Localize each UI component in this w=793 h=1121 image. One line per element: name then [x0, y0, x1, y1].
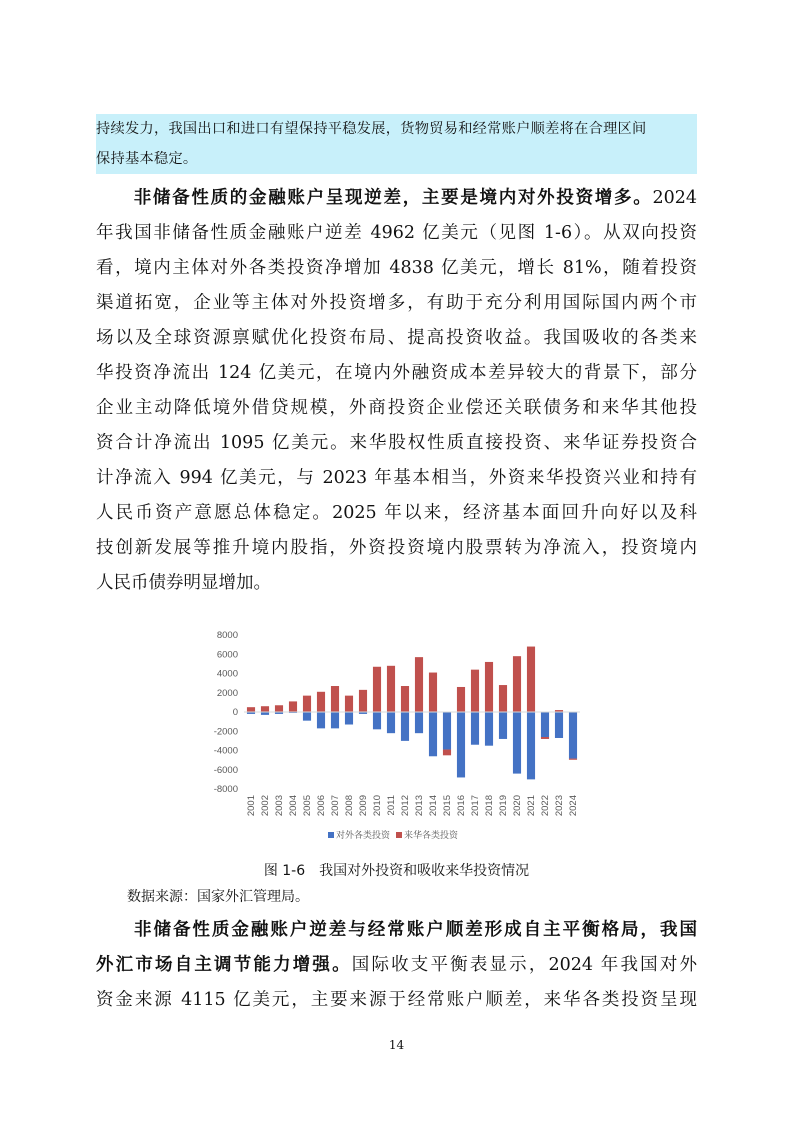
bar-outward-2024: [569, 712, 577, 759]
bar-inward-2013: [415, 657, 423, 712]
bar-inward-2024: [569, 759, 577, 760]
x-tick-label: 2003: [274, 795, 285, 817]
paragraph-2-heading-1: 非储备性质金融账户逆差与经常账户顺差形成自主平衡格局，我国: [132, 920, 697, 940]
bar-inward-2016: [457, 687, 465, 712]
bar-outward-2011: [387, 712, 395, 733]
bar-outward-2006: [317, 712, 325, 728]
legend-label: 来华各类投资: [404, 831, 459, 841]
bar-inward-2019: [499, 685, 507, 712]
paragraph-1-line-3: 看，境内主体对外各类投资净增加 4838 亿美元，增长 81%，随着投资: [96, 258, 697, 278]
paragraph-1-line-12: 人民币债券明显增加。: [96, 573, 271, 593]
bar-inward-2017: [471, 670, 479, 712]
bar-outward-2007: [331, 712, 339, 728]
highlight-line-2: 保持基本稳定。: [96, 151, 198, 167]
y-tick-label: 8000: [216, 630, 238, 641]
bar-inward-2007: [331, 686, 339, 712]
bar-inward-2014: [429, 673, 437, 712]
bar-outward-2021: [527, 712, 535, 779]
bar-inward-2015: [443, 750, 451, 756]
x-tick-label: 2010: [372, 795, 383, 817]
x-tick-label: 2007: [330, 795, 341, 817]
paragraph-2-heading-2: 外汇市场自主调节能力增强。: [96, 955, 352, 975]
bar-outward-2014: [429, 712, 437, 756]
bar-inward-2008: [345, 696, 353, 712]
bar-inward-2018: [485, 662, 493, 712]
bar-inward-2010: [373, 667, 381, 712]
bar-inward-2011: [387, 666, 395, 712]
bar-inward-2005: [303, 696, 311, 712]
bar-inward-2012: [401, 686, 409, 712]
bar-outward-2019: [499, 712, 507, 739]
bar-outward-2018: [485, 712, 493, 746]
paragraph-2-line-1: [96, 913, 697, 948]
paragraph-2-text: 国际收支平衡表显示，2024 年我国对外: [351, 955, 697, 975]
bar-outward-2010: [373, 712, 381, 729]
bar-outward-2012: [401, 712, 409, 741]
y-tick-label: 0: [232, 707, 238, 718]
paragraph-1-line-8: 资合计净流出 1095 亿美元。来华股权性质直接投资、来华证券投资合: [96, 433, 697, 453]
paragraph-1-line-5: 场以及全球资源禀赋优化投资布局、提高投资收益。我国吸收的各类来: [96, 328, 697, 348]
legend-swatch: [328, 832, 334, 838]
paragraph-1-line-2: 年我国非储备性质金融账户逆差 4962 亿美元（见图 1-6）。从双向投资: [96, 223, 697, 243]
paragraph-2-line-3: 资金来源 4115 亿美元，主要来源于经常账户顺差，来华各类投资呈现: [96, 990, 697, 1010]
bar-outward-2015: [443, 712, 451, 750]
paragraph-1-line-1: [96, 181, 697, 216]
bar-outward-2008: [345, 712, 353, 725]
bar-outward-2023: [555, 712, 563, 738]
x-tick-label: 2016: [456, 795, 467, 817]
x-tick-label: 2006: [316, 795, 327, 817]
legend-swatch: [396, 832, 402, 838]
x-tick-label: 2009: [358, 795, 369, 817]
x-tick-label: 2004: [288, 795, 299, 817]
bar-inward-2004: [289, 701, 297, 712]
bar-outward-2017: [471, 712, 479, 745]
paragraph-1-line-7: 企业主动降低境外借贷规模，外商投资企业偿还关联债务和来华其他投: [96, 398, 697, 418]
legend-label: 对外各类投资: [336, 831, 391, 841]
y-tick-label: -4000: [213, 745, 238, 757]
paragraph-2-line-2: [96, 948, 697, 983]
bar-outward-2013: [415, 712, 423, 733]
figure-source: 数据来源：国家外汇管理局。: [127, 889, 309, 905]
bar-outward-2005: [303, 712, 311, 721]
x-tick-label: 2015: [442, 795, 453, 817]
x-tick-label: 2013: [414, 795, 425, 817]
investment-bar-chart: [196, 624, 596, 854]
y-tick-label: 6000: [216, 649, 238, 661]
chart-svg: [196, 624, 596, 854]
x-tick-label: 2022: [540, 795, 551, 817]
y-tick-label: -8000: [213, 784, 238, 795]
bar-inward-2001: [247, 707, 255, 712]
x-tick-label: 2020: [512, 795, 523, 817]
y-tick-label: 2000: [216, 687, 238, 699]
x-tick-label: 2014: [428, 795, 439, 817]
x-tick-label: 2002: [260, 795, 271, 817]
x-tick-label: 2011: [386, 795, 397, 816]
bar-outward-2016: [457, 712, 465, 777]
paragraph-1-line-10: 人民币资产意愿总体稳定。2025 年以来，经济基本面回升向好以及科: [96, 503, 697, 523]
x-tick-label: 2024: [568, 795, 579, 817]
bar-outward-2020: [513, 712, 521, 774]
paragraph-1-heading: 非储备性质的金融账户呈现逆差，主要是境内对外投资增多。: [132, 188, 653, 208]
x-tick-label: 2023: [554, 795, 565, 817]
bar-inward-2003: [275, 705, 283, 712]
y-tick-label: 4000: [216, 668, 238, 680]
x-tick-label: 2012: [400, 795, 411, 817]
x-tick-label: 2001: [246, 795, 257, 817]
x-tick-label: 2021: [526, 795, 537, 817]
bar-inward-2006: [317, 692, 325, 712]
x-tick-label: 2017: [470, 795, 481, 817]
bar-inward-2009: [359, 690, 367, 712]
paragraph-1-line-9: 计净流入 994 亿美元，与 2023 年基本相当，外资来华投资兴业和持有: [96, 468, 697, 488]
bar-inward-2022: [541, 737, 549, 739]
highlight-line-1: 持续发力，我国出口和进口有望保持平稳发展，货物贸易和经常账户顺差将在合理区间: [96, 121, 647, 137]
figure-caption: 图 1-6 我国对外投资和吸收来华投资情况: [263, 863, 530, 879]
x-tick-label: 2005: [302, 795, 313, 817]
bar-inward-2021: [527, 647, 535, 712]
paragraph-1-year: 2024: [652, 188, 697, 208]
y-tick-label: -6000: [213, 764, 238, 776]
bar-outward-2022: [541, 712, 549, 737]
page-number: 14: [388, 1038, 405, 1052]
paragraph-1-line-11: 技创新发展等推升境内股指，外资投资境内股票转为净流入，投资境内: [96, 538, 697, 558]
paragraph-1-line-4: 渠道拓宽，企业等主体对外投资增多，有助于充分利用国际国内两个市: [96, 293, 697, 313]
paragraph-1-line-6: 华投资净流出 124 亿美元，在境内外融资成本差异较大的背景下，部分: [96, 363, 697, 383]
bar-inward-2020: [513, 656, 521, 712]
bar-inward-2002: [261, 706, 269, 712]
x-tick-label: 2018: [484, 795, 495, 817]
y-tick-label: -2000: [213, 726, 238, 738]
x-tick-label: 2019: [498, 795, 509, 817]
x-tick-label: 2008: [344, 795, 355, 817]
